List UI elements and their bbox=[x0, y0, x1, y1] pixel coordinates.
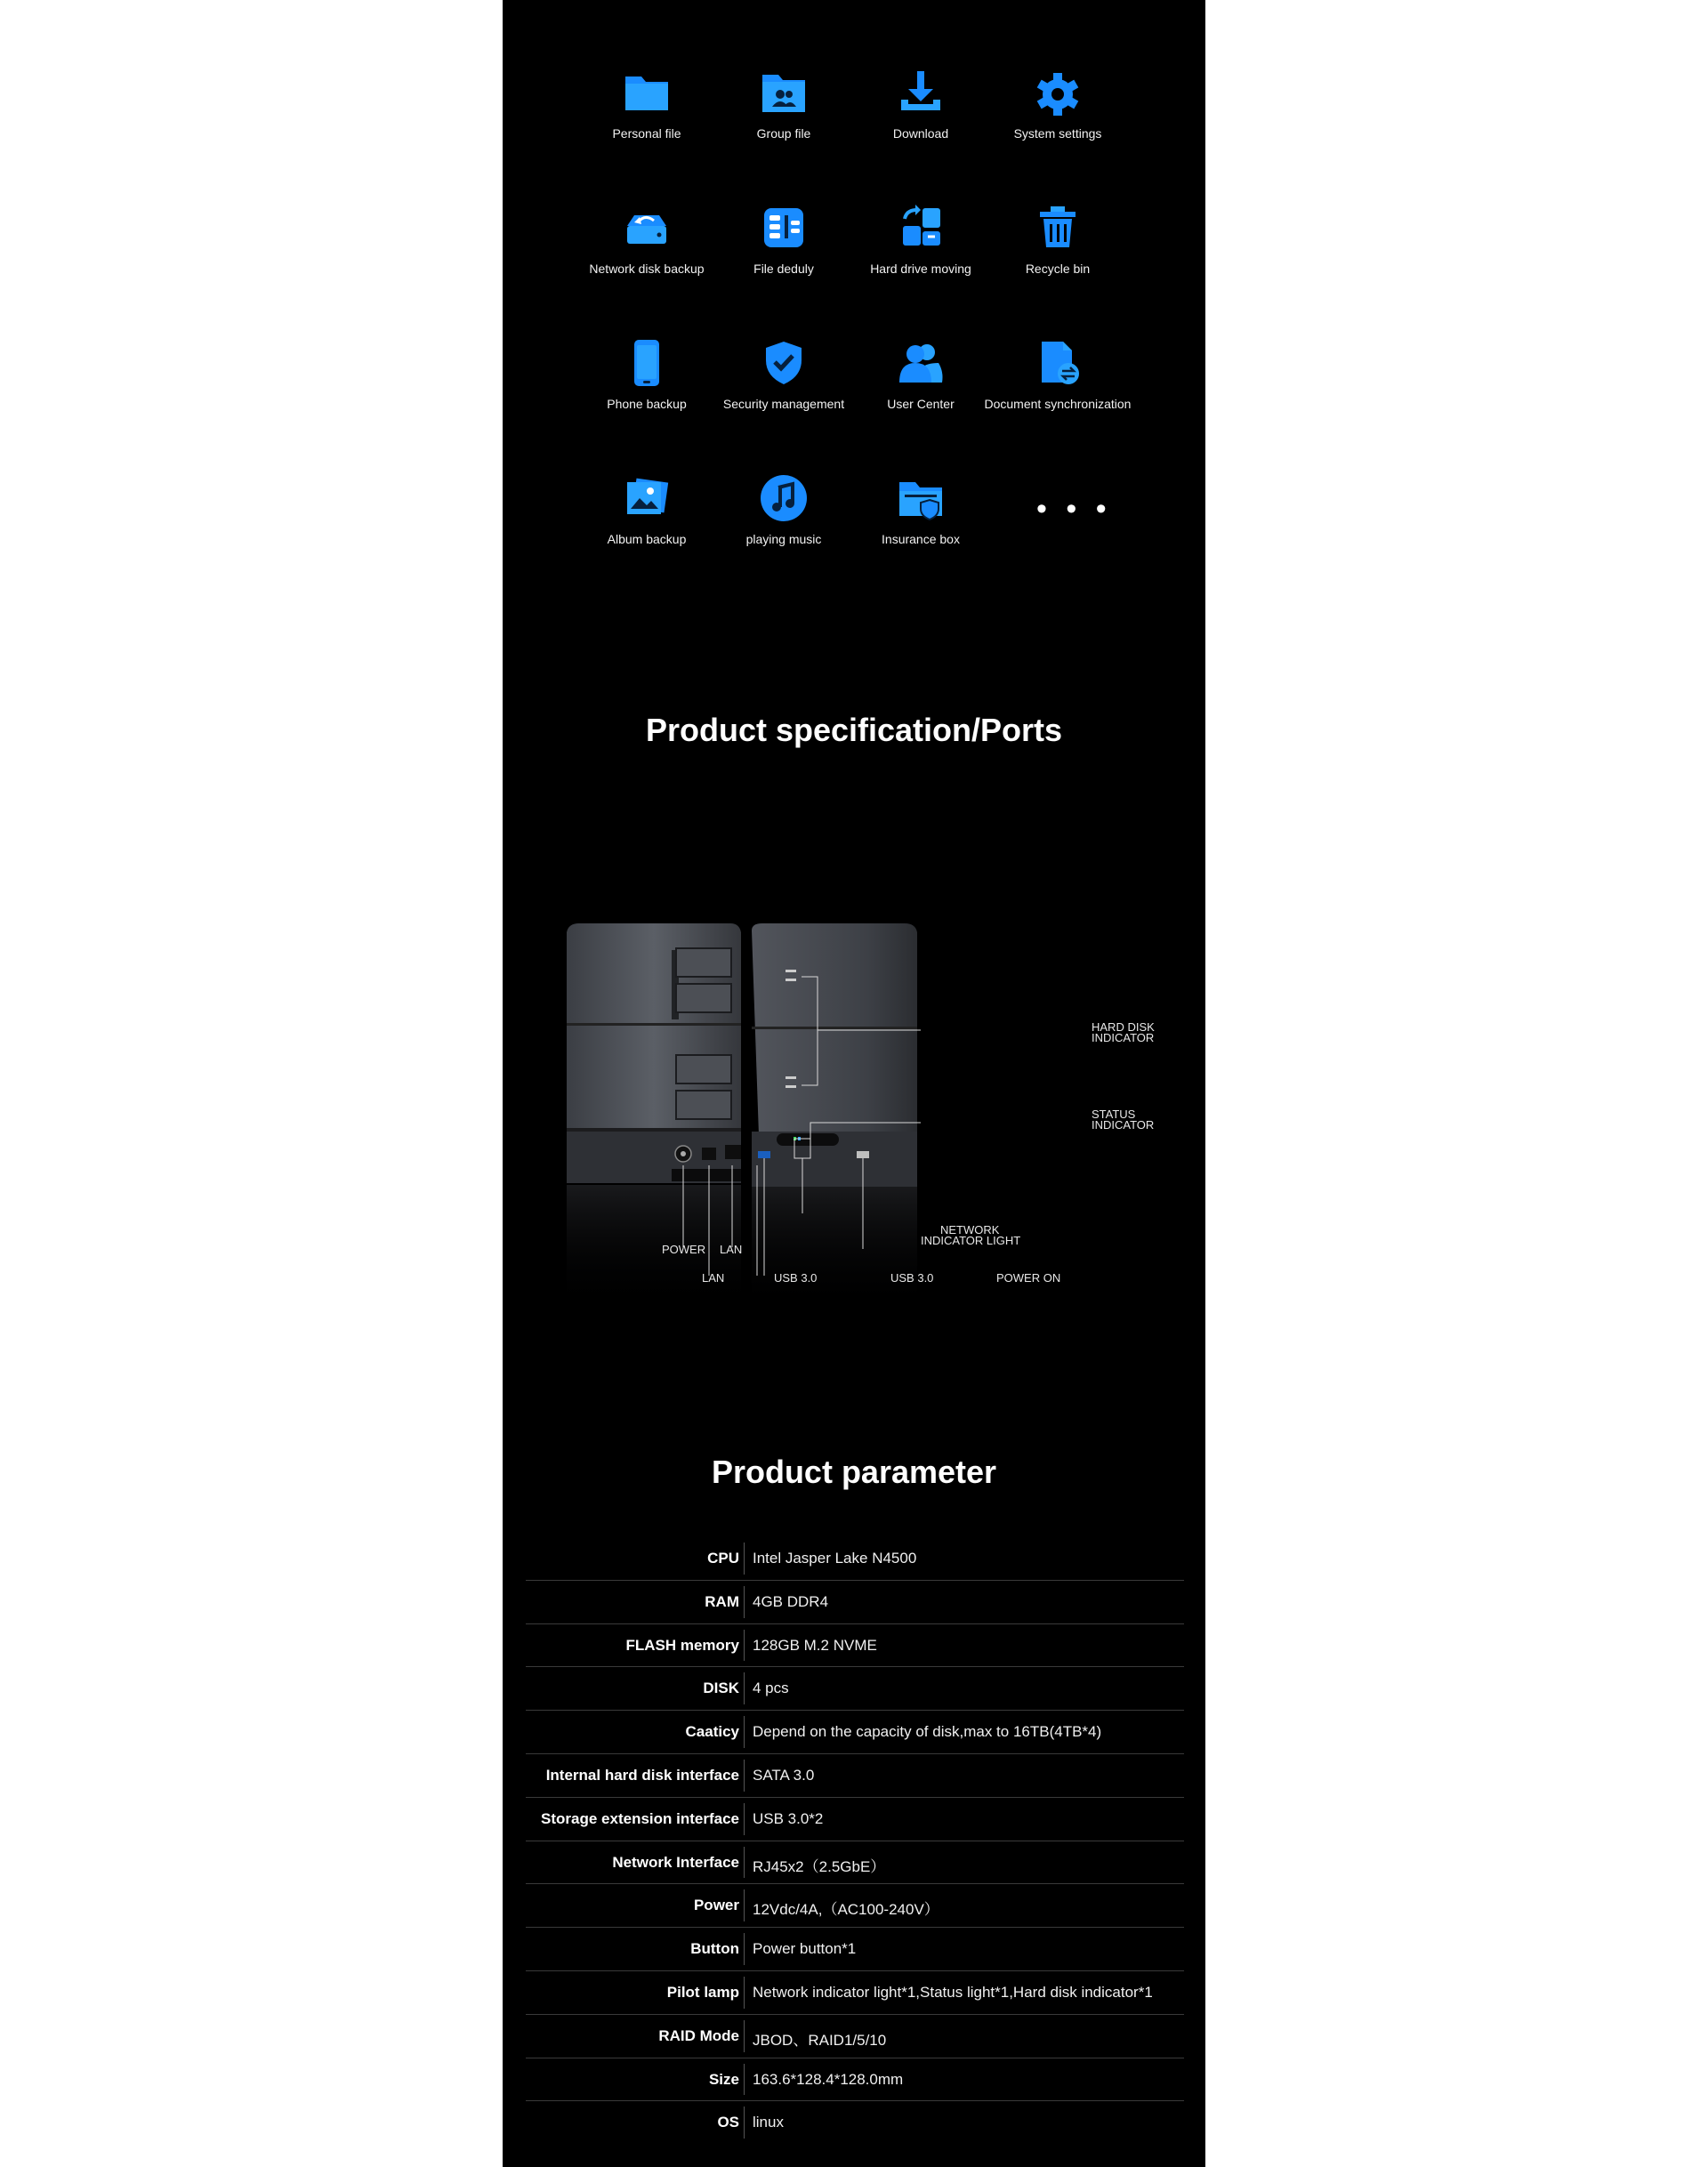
more-apps-button[interactable]: • • • bbox=[1036, 492, 1112, 526]
port-label-lan-2: LAN bbox=[720, 1243, 743, 1256]
param-key: Power bbox=[693, 1897, 739, 1914]
download-icon bbox=[896, 68, 946, 117]
param-key: Storage extension interface bbox=[541, 1809, 739, 1827]
users-icon bbox=[896, 338, 946, 388]
app-security-management[interactable] bbox=[704, 338, 864, 445]
group-folder-icon bbox=[759, 68, 809, 117]
port-label-status-1: STATUS bbox=[1092, 1108, 1136, 1121]
table-row bbox=[526, 1841, 1184, 1885]
port-label-lan-1: LAN bbox=[702, 1271, 725, 1285]
param-value: linux bbox=[753, 2114, 784, 2131]
app-album-backup[interactable] bbox=[567, 473, 727, 580]
spec-ports-title: Product specification/Ports bbox=[645, 712, 1063, 748]
shield-icon bbox=[759, 338, 809, 388]
port-label-usb-front: USB 3.0 bbox=[774, 1271, 818, 1285]
table-row bbox=[526, 1928, 1184, 1971]
parameter-table bbox=[526, 1537, 1184, 2144]
table-row bbox=[526, 1798, 1184, 1841]
param-value: 128GB M.2 NVME bbox=[753, 1636, 877, 1654]
param-value: Intel Jasper Lake N4500 bbox=[753, 1550, 917, 1567]
nas-front-view bbox=[567, 923, 741, 1309]
app-network-disk-backup[interactable] bbox=[567, 203, 727, 310]
port-label-network-1: NETWORK bbox=[940, 1223, 1000, 1237]
table-row bbox=[526, 1581, 1184, 1624]
document-sync-icon bbox=[1033, 338, 1083, 388]
port-label-hdd-indicator-2: INDICATOR bbox=[1092, 1031, 1155, 1044]
app-label: Hard drive moving bbox=[870, 262, 971, 276]
app-label: Phone backup bbox=[607, 397, 687, 411]
drive-move-icon bbox=[896, 203, 946, 253]
param-key: Internal hard disk interface bbox=[545, 1766, 739, 1784]
param-value: 4GB DDR4 bbox=[753, 1592, 829, 1610]
app-label: Download bbox=[892, 126, 949, 141]
table-row bbox=[526, 1884, 1184, 1928]
table-row bbox=[526, 2058, 1184, 2102]
param-key: CPU bbox=[707, 1550, 739, 1567]
port-label-hdd-indicator-1: HARD DISK bbox=[1092, 1020, 1155, 1034]
param-value: SATA 3.0 bbox=[753, 1766, 815, 1784]
param-key: Network Interface bbox=[612, 1853, 739, 1871]
param-value: USB 3.0*2 bbox=[753, 1809, 824, 1827]
param-key: Size bbox=[708, 2070, 739, 2088]
app-personal-file[interactable] bbox=[567, 68, 727, 174]
trash-icon bbox=[1033, 203, 1083, 253]
app-label: Recycle bin bbox=[1025, 262, 1091, 276]
param-value: Power button*1 bbox=[753, 1940, 857, 1958]
product-page-panel bbox=[503, 0, 1205, 2167]
param-value: 163.6*128.4*128.0mm bbox=[753, 2070, 904, 2088]
disk-backup-icon bbox=[622, 203, 672, 253]
app-phone-backup[interactable] bbox=[567, 338, 727, 445]
ports-diagram bbox=[503, 898, 1205, 1397]
app-playing-music[interactable] bbox=[704, 473, 864, 580]
table-row bbox=[526, 1667, 1184, 1711]
safe-box-icon bbox=[896, 473, 946, 523]
app-insurance-box[interactable] bbox=[841, 473, 1001, 580]
app-label: Insurance box bbox=[882, 532, 960, 546]
param-value: Depend on the capacity of disk,max to 16TB(4TB*4) bbox=[753, 1723, 1102, 1741]
app-download[interactable] bbox=[841, 68, 1001, 174]
app-label: Document synchronization bbox=[984, 397, 1132, 411]
table-row bbox=[526, 1537, 1184, 1581]
app-system-settings[interactable] bbox=[978, 68, 1138, 174]
param-key: Caaticy bbox=[685, 1723, 739, 1741]
table-row bbox=[526, 1754, 1184, 1798]
port-label-usb-side: USB 3.0 bbox=[890, 1271, 934, 1285]
phone-icon bbox=[622, 338, 672, 388]
app-file-deduly[interactable] bbox=[704, 203, 864, 310]
table-row bbox=[526, 2101, 1184, 2144]
param-key: FLASH memory bbox=[625, 1636, 739, 1654]
param-value: Network indicator light*1,Status light*1,Hard disk indicator*1 bbox=[753, 1983, 1153, 2001]
app-group-file[interactable] bbox=[704, 68, 864, 174]
gear-icon bbox=[1033, 68, 1083, 117]
param-key: Pilot lamp bbox=[666, 1983, 739, 2001]
param-value: 12Vdc/4A,（AC100-240V） bbox=[753, 1901, 939, 1919]
app-label: Group file bbox=[756, 126, 811, 141]
param-value: RJ45x2（2.5GbE） bbox=[753, 1857, 886, 1875]
app-label: File deduly bbox=[753, 262, 814, 276]
app-label: Security management bbox=[722, 397, 845, 411]
product-parameter-title: Product parameter bbox=[711, 1454, 997, 1490]
param-value: 4 pcs bbox=[753, 1680, 789, 1697]
param-key: RAID Mode bbox=[658, 2026, 739, 2044]
port-label-power: POWER bbox=[662, 1243, 706, 1256]
nas-device-illustration bbox=[503, 898, 1205, 1397]
app-hard-drive-moving[interactable] bbox=[841, 203, 1001, 310]
app-label: User Center bbox=[887, 397, 955, 411]
nas-side-view bbox=[752, 923, 917, 1311]
table-row bbox=[526, 2015, 1184, 2058]
param-key: Button bbox=[690, 1940, 739, 1958]
port-label-power-on: POWER ON bbox=[996, 1271, 1061, 1285]
music-icon bbox=[759, 473, 809, 523]
app-label: Network disk backup bbox=[589, 262, 705, 276]
table-row bbox=[526, 1711, 1184, 1754]
param-value: JBOD、RAID1/5/10 bbox=[753, 2031, 887, 2049]
app-label: Album backup bbox=[607, 532, 687, 546]
app-document-sync[interactable] bbox=[978, 338, 1138, 445]
app-label: Personal file bbox=[612, 126, 681, 141]
param-key: OS bbox=[717, 2114, 739, 2131]
port-label-network-2: INDICATOR LIGHT bbox=[921, 1234, 1021, 1247]
port-label-status-2: INDICATOR bbox=[1092, 1118, 1155, 1132]
album-icon bbox=[622, 473, 672, 523]
table-row bbox=[526, 1624, 1184, 1668]
table-row bbox=[526, 1971, 1184, 2015]
file-dedup-icon bbox=[759, 203, 809, 253]
app-user-center[interactable] bbox=[841, 338, 1001, 445]
folder-icon bbox=[622, 68, 672, 117]
param-key: RAM bbox=[705, 1592, 739, 1610]
app-label: playing music bbox=[745, 532, 822, 546]
app-label: System settings bbox=[1013, 126, 1102, 141]
param-key: DISK bbox=[703, 1680, 739, 1697]
app-recycle-bin[interactable] bbox=[978, 203, 1138, 310]
